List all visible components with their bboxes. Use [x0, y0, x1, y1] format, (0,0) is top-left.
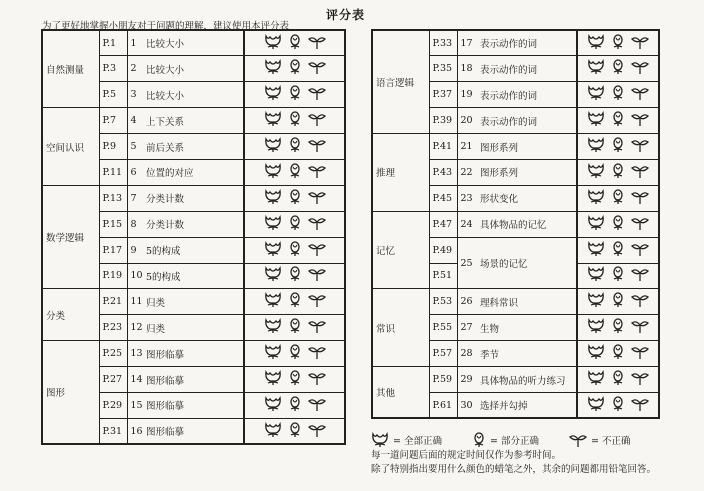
- rating-cell: [577, 159, 659, 185]
- bud-icon[interactable]: [288, 215, 302, 234]
- question-number: 27: [457, 315, 477, 341]
- category-label: 图形: [42, 341, 99, 445]
- question-number: 14: [127, 367, 143, 393]
- sprout-icon[interactable]: [308, 344, 326, 363]
- category-label: 记忆: [372, 211, 429, 289]
- rating-cell: [244, 134, 345, 160]
- bud-icon[interactable]: [288, 34, 302, 53]
- legend-partial-correct-label: = 部分正确: [489, 436, 539, 447]
- flower-icon[interactable]: [264, 396, 282, 415]
- rating-cell: [244, 263, 345, 289]
- question-number: 29: [457, 367, 477, 393]
- page-number: P.29: [99, 392, 127, 418]
- sprout-icon[interactable]: [308, 189, 326, 208]
- sprout-icon[interactable]: [631, 241, 649, 260]
- rating-cell: [577, 211, 659, 237]
- sprout-icon[interactable]: [631, 215, 649, 234]
- question-name: 表示动作的词: [477, 82, 577, 108]
- bud-icon[interactable]: [611, 396, 625, 415]
- bud-icon[interactable]: [611, 111, 625, 130]
- flower-icon[interactable]: [587, 189, 605, 208]
- question-number: 6: [127, 159, 143, 185]
- sprout-icon[interactable]: [631, 59, 649, 78]
- question-name: 比较大小: [143, 56, 244, 82]
- question-name: 前后关系: [143, 134, 244, 160]
- table-row: [372, 211, 659, 237]
- flower-icon[interactable]: [264, 344, 282, 363]
- legend-incorrect: [569, 432, 630, 448]
- sprout-icon[interactable]: [308, 318, 326, 337]
- bud-icon[interactable]: [288, 422, 302, 441]
- bud-icon[interactable]: [611, 189, 625, 208]
- page-number: P.27: [99, 367, 127, 393]
- page-number: P.47: [429, 211, 457, 237]
- question-name: 理科常识: [477, 289, 577, 315]
- flower-icon[interactable]: [264, 85, 282, 104]
- rating-cell: [577, 341, 659, 367]
- table-row: [372, 134, 659, 160]
- rating-cell: [577, 315, 659, 341]
- bud-icon[interactable]: [611, 266, 625, 285]
- page-number: P.57: [429, 341, 457, 367]
- sprout-icon[interactable]: [631, 189, 649, 208]
- sprout-icon[interactable]: [308, 370, 326, 389]
- question-name: 归类: [143, 315, 244, 341]
- flower-icon[interactable]: [587, 85, 605, 104]
- page-number: P.49: [429, 237, 457, 263]
- bud-icon[interactable]: [288, 318, 302, 337]
- question-number: 28: [457, 341, 477, 367]
- legend-all-correct-label: = 全部正确: [393, 436, 442, 447]
- sprout-icon[interactable]: [308, 396, 326, 415]
- page-number: P.9: [99, 134, 127, 160]
- sprout-icon[interactable]: [631, 137, 649, 156]
- rating-cell: [244, 315, 345, 341]
- bud-icon[interactable]: [288, 344, 302, 363]
- question-name: 图形临摹: [143, 392, 244, 418]
- rating-cell: [577, 367, 659, 393]
- flower-icon[interactable]: [587, 344, 605, 363]
- question-number: 25: [457, 237, 477, 289]
- question-name: 分类计数: [143, 185, 244, 211]
- page-number: P.33: [429, 30, 457, 56]
- page-number: P.11: [99, 159, 127, 185]
- page-number: P.15: [99, 211, 127, 237]
- flower-icon[interactable]: [587, 266, 605, 285]
- rating-cell: [577, 392, 659, 418]
- bud-icon[interactable]: [288, 396, 302, 415]
- question-number: 17: [457, 30, 477, 56]
- table-row: [372, 367, 659, 393]
- rating-cell: [244, 289, 345, 315]
- page-number: P.53: [429, 289, 457, 315]
- question-number: 12: [127, 315, 143, 341]
- table-row: [372, 30, 659, 56]
- rating-cell: [244, 392, 345, 418]
- bud-icon[interactable]: [611, 59, 625, 78]
- page-number: P.1: [99, 30, 127, 56]
- rating-cell: [577, 237, 659, 263]
- rating-cell: [244, 159, 345, 185]
- page-number: P.25: [99, 341, 127, 367]
- flower-icon[interactable]: [587, 396, 605, 415]
- rating-cell: [577, 56, 659, 82]
- question-name: 形状变化: [477, 185, 577, 211]
- question-name: 表示动作的词: [477, 30, 577, 56]
- question-number: 15: [127, 392, 143, 418]
- page-number: P.13: [99, 185, 127, 211]
- sprout-icon[interactable]: [308, 111, 326, 130]
- question-name: 表示动作的词: [477, 108, 577, 134]
- sprout-icon[interactable]: [631, 344, 649, 363]
- rating-cell: [577, 289, 659, 315]
- sprout-icon[interactable]: [631, 34, 649, 53]
- rating-cell: [244, 82, 345, 108]
- question-name: 具体物品的听力练习: [477, 367, 577, 393]
- question-name: 图形临摹: [143, 341, 244, 367]
- question-number: 26: [457, 289, 477, 315]
- rating-cell: [244, 341, 345, 367]
- table-row: [42, 185, 345, 211]
- page-number: P.23: [99, 315, 127, 341]
- bud-icon[interactable]: [611, 34, 625, 53]
- category-label: 推理: [372, 134, 429, 212]
- flower-icon[interactable]: [587, 111, 605, 130]
- question-number: 19: [457, 82, 477, 108]
- bud-icon[interactable]: [611, 241, 625, 260]
- legend: [371, 432, 660, 448]
- sprout-icon[interactable]: [631, 396, 649, 415]
- sprout-icon[interactable]: [308, 422, 326, 441]
- question-number: 22: [457, 159, 477, 185]
- table-row: [42, 289, 345, 315]
- sprout-icon[interactable]: [631, 370, 649, 389]
- category-label: 语言逻辑: [372, 30, 429, 134]
- question-number: 11: [127, 289, 143, 315]
- bud-icon[interactable]: [611, 215, 625, 234]
- question-name: 场景的记忆: [477, 237, 577, 289]
- legend-incorrect-label: = 不正确: [590, 436, 631, 447]
- flower-icon[interactable]: [264, 241, 282, 260]
- page-number: P.55: [429, 315, 457, 341]
- rating-cell: [577, 82, 659, 108]
- question-name: 5的构成: [143, 237, 244, 263]
- sprout-icon[interactable]: [308, 85, 326, 104]
- question-number: 3: [127, 82, 143, 108]
- question-name: 上下关系: [143, 108, 244, 134]
- flower-icon[interactable]: [264, 215, 282, 234]
- sprout-icon[interactable]: [308, 292, 326, 311]
- bud-icon[interactable]: [611, 344, 625, 363]
- question-number: 5: [127, 134, 143, 160]
- rating-cell: [577, 185, 659, 211]
- page-number: P.43: [429, 159, 457, 185]
- table-row: [372, 289, 659, 315]
- bud-icon[interactable]: [611, 370, 625, 389]
- table-row: [42, 108, 345, 134]
- bud-icon[interactable]: [288, 111, 302, 130]
- bud-icon[interactable]: [288, 137, 302, 156]
- page-number: P.3: [99, 56, 127, 82]
- flower-icon[interactable]: [587, 59, 605, 78]
- question-name: 图形系列: [477, 159, 577, 185]
- flower-icon[interactable]: [587, 137, 605, 156]
- question-name: 图形系列: [477, 134, 577, 160]
- rating-cell: [244, 56, 345, 82]
- flower-icon[interactable]: [587, 34, 605, 53]
- question-name: 比较大小: [143, 30, 244, 56]
- sprout-icon: [569, 432, 589, 448]
- note-pencil: 除了特别指出要用什么颜色的蜡笔之外，其余的问题都用铅笔回答。: [371, 464, 657, 475]
- flower-icon[interactable]: [587, 241, 605, 260]
- sprout-icon[interactable]: [631, 292, 649, 311]
- bud-icon[interactable]: [611, 85, 625, 104]
- question-number: 8: [127, 211, 143, 237]
- flower-icon[interactable]: [587, 163, 605, 182]
- page-number: P.7: [99, 108, 127, 134]
- page-number: P.41: [429, 134, 457, 160]
- question-name: 5的构成: [143, 263, 244, 289]
- sprout-icon[interactable]: [308, 163, 326, 182]
- bud-icon[interactable]: [288, 85, 302, 104]
- sprout-icon[interactable]: [631, 163, 649, 182]
- rating-cell: [577, 263, 659, 289]
- question-name: 图形临摹: [143, 418, 244, 444]
- flower-icon[interactable]: [264, 370, 282, 389]
- intro-text: 为了更好地掌握小朋友对于问题的理解，建议使用本评分表: [42, 21, 290, 32]
- note-time: 每一道问题后面的规定时间仅作为参考时间。: [371, 450, 562, 461]
- flower-icon[interactable]: [264, 163, 282, 182]
- category-label: 自然测量: [42, 30, 99, 108]
- score-table-left: [41, 29, 346, 445]
- category-label: 数学逻辑: [42, 185, 99, 289]
- question-number: 2: [127, 56, 143, 82]
- category-label: 分类: [42, 289, 99, 341]
- question-name: 位置的对应: [143, 159, 244, 185]
- question-name: 比较大小: [143, 82, 244, 108]
- table-row: [42, 341, 345, 367]
- flower-icon[interactable]: [264, 266, 282, 285]
- flower-icon[interactable]: [264, 137, 282, 156]
- bud-icon[interactable]: [611, 318, 625, 337]
- question-name: 分类计数: [143, 211, 244, 237]
- page-number: P.37: [429, 82, 457, 108]
- flower-icon[interactable]: [264, 189, 282, 208]
- score-table-right: [371, 29, 660, 419]
- question-name: 具体物品的记忆: [477, 211, 577, 237]
- flower-icon[interactable]: [264, 318, 282, 337]
- bud-icon: [472, 432, 488, 448]
- question-number: 23: [457, 185, 477, 211]
- category-label: 空间认识: [42, 108, 99, 186]
- bud-icon[interactable]: [288, 163, 302, 182]
- page-number: P.5: [99, 82, 127, 108]
- bud-icon[interactable]: [288, 266, 302, 285]
- rating-cell: [244, 418, 345, 444]
- question-number: 10: [127, 263, 143, 289]
- sprout-icon[interactable]: [308, 59, 326, 78]
- page-number: P.35: [429, 56, 457, 82]
- bud-icon[interactable]: [611, 292, 625, 311]
- rating-cell: [577, 108, 659, 134]
- sprout-icon[interactable]: [308, 215, 326, 234]
- category-label: 常识: [372, 289, 429, 367]
- page-title: 评分表: [326, 8, 366, 22]
- page-number: P.39: [429, 108, 457, 134]
- flower-icon[interactable]: [587, 318, 605, 337]
- rating-cell: [244, 211, 345, 237]
- flower-icon[interactable]: [587, 292, 605, 311]
- sprout-icon[interactable]: [308, 34, 326, 53]
- question-name: 生物: [477, 315, 577, 341]
- rating-cell: [244, 367, 345, 393]
- question-number: 13: [127, 341, 143, 367]
- question-number: 9: [127, 237, 143, 263]
- sprout-icon[interactable]: [308, 241, 326, 260]
- question-number: 4: [127, 108, 143, 134]
- sprout-icon[interactable]: [631, 85, 649, 104]
- page-number: P.17: [99, 237, 127, 263]
- legend-all-correct: [371, 432, 442, 448]
- question-number: 7: [127, 185, 143, 211]
- bud-icon[interactable]: [288, 292, 302, 311]
- sprout-icon[interactable]: [631, 111, 649, 130]
- rating-cell: [244, 185, 345, 211]
- category-label: 其他: [372, 367, 429, 419]
- question-number: 1: [127, 30, 143, 56]
- question-number: 20: [457, 108, 477, 134]
- rating-cell: [244, 108, 345, 134]
- sprout-icon[interactable]: [308, 137, 326, 156]
- flower-icon[interactable]: [264, 422, 282, 441]
- flower-icon[interactable]: [587, 370, 605, 389]
- flower-icon[interactable]: [264, 34, 282, 53]
- question-name: 选择并勾掉: [477, 392, 577, 418]
- flower-icon: [371, 432, 391, 448]
- sprout-icon[interactable]: [308, 266, 326, 285]
- page-number: P.31: [99, 418, 127, 444]
- rating-cell: [244, 30, 345, 56]
- bud-icon[interactable]: [288, 370, 302, 389]
- page-number: P.61: [429, 392, 457, 418]
- table-row: [42, 30, 345, 56]
- sprout-icon[interactable]: [631, 318, 649, 337]
- legend-partial-correct: [472, 432, 539, 448]
- question-name: 表示动作的词: [477, 56, 577, 82]
- bud-icon[interactable]: [288, 189, 302, 208]
- page-number: P.59: [429, 367, 457, 393]
- question-name: 季节: [477, 341, 577, 367]
- flower-icon[interactable]: [264, 111, 282, 130]
- rating-cell: [244, 237, 345, 263]
- question-name: 图形临摹: [143, 367, 244, 393]
- rating-cell: [577, 134, 659, 160]
- page-number: P.21: [99, 289, 127, 315]
- page-number: P.45: [429, 185, 457, 211]
- bud-icon[interactable]: [611, 137, 625, 156]
- flower-icon[interactable]: [264, 292, 282, 311]
- flower-icon[interactable]: [264, 59, 282, 78]
- bud-icon[interactable]: [611, 163, 625, 182]
- question-number: 30: [457, 392, 477, 418]
- question-name: 归类: [143, 289, 244, 315]
- question-number: 24: [457, 211, 477, 237]
- bud-icon[interactable]: [288, 59, 302, 78]
- sprout-icon[interactable]: [631, 266, 649, 285]
- bud-icon[interactable]: [288, 241, 302, 260]
- flower-icon[interactable]: [587, 215, 605, 234]
- page-number: P.51: [429, 263, 457, 289]
- page-number: P.19: [99, 263, 127, 289]
- rating-cell: [577, 30, 659, 56]
- question-number: 18: [457, 56, 477, 82]
- question-number: 21: [457, 134, 477, 160]
- question-number: 16: [127, 418, 143, 444]
